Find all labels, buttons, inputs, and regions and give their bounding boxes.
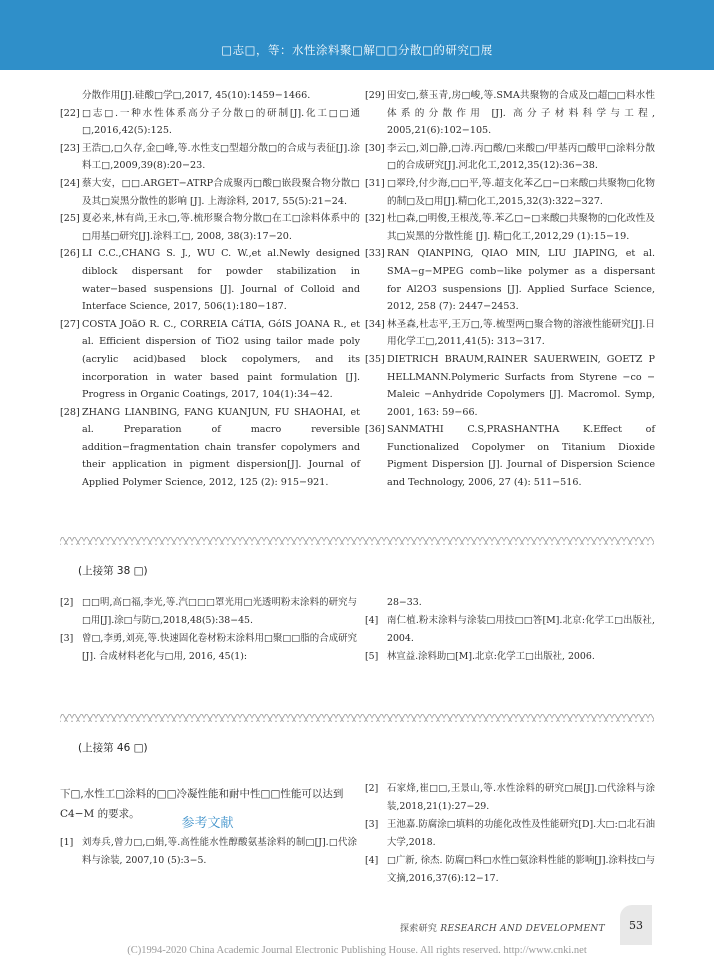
reference-text: 林宣益.涂料助□[M].北京:化学工□出版社, 2006.	[387, 651, 595, 662]
reference-text: □志□.一种水性体系高分子分散□的研制[J].化工□□通□,2016,42(5):125.	[82, 107, 360, 137]
reference-text: □广新, 徐杰. 防腐□料□水性□氨涂料性能的影响[J].涂料技□与文摘,2016,37(6):12−17.	[387, 855, 655, 884]
reference-number: [2]	[365, 783, 379, 794]
reference-item	[365, 245, 655, 315]
reference-item	[60, 245, 360, 315]
running-header-title: □志□，等：水性涂料聚□解□□分散□的研究□展	[221, 43, 493, 57]
reference-item	[60, 594, 357, 630]
reference-number: [29]	[365, 90, 385, 101]
footer-label-cn: 探索研究	[400, 924, 438, 934]
reference-text: 李云□,刘□静,□涛.丙□酸/□来酸□/甲基丙□酸甲□涂料分散□的合成研究[J].河北化工,2012,35(12):36−38.	[387, 142, 655, 172]
reference-text: 曾□,李勇,刘亮,等.快速固化卷材粉末涂料用□聚□□脂的合成研究[J]. 合成材料老化与□用, 2016, 45(1):	[82, 633, 357, 662]
reference-item	[60, 175, 360, 210]
reference-number: [32]	[365, 213, 385, 225]
reference-number: [30]	[365, 142, 385, 154]
reference-number: [3]	[365, 819, 379, 830]
reference-number: [34]	[365, 318, 385, 330]
footer-section-label	[400, 921, 605, 934]
reference-number: [2]	[60, 597, 74, 608]
continued-refs-right	[365, 594, 655, 666]
reference-number: [33]	[365, 248, 385, 260]
reference-text: DIETRICH BRAUM,RAINER SAUERWEIN, GOETZ P HELLMANN.Polymeric Surfacts from Styrene −co − Maleic −Anhydride Copolymers [J]. Macromol. Symp, 2001, 163: 59−66.	[387, 353, 655, 418]
wavy-divider	[60, 714, 654, 722]
reference-number: [25]	[60, 213, 80, 225]
reference-text: 刘寿兵,曾力□,□娟,等.高性能水性醇酸氨基涂料的制□[J].□代涂料与涂装, 2007,10 (5):3−5.	[82, 837, 357, 866]
reference-item	[365, 210, 655, 245]
reference-number: [28]	[60, 406, 80, 418]
references-left-column	[60, 87, 360, 492]
reference-item	[365, 316, 655, 351]
reference-item	[365, 612, 655, 648]
references-right-column	[365, 87, 655, 492]
reference-text: SANMATHI C.S,PRASHANTHA K.Effect of Functionalized Copolymer on Titanium Dioxide Pigment Dispersion [J]. Journal of Dispersion Science and Technology, 2006, 27 (4): 511−516.	[387, 424, 655, 489]
references-heading: 参考文献	[181, 816, 234, 831]
reference-text: 28−33.	[387, 597, 422, 608]
header-band	[0, 0, 714, 70]
reference-item	[365, 852, 655, 888]
reference-number: [24]	[60, 177, 80, 189]
reference-number	[365, 594, 387, 612]
reference-number: [22]	[60, 107, 80, 119]
reference-number: [35]	[365, 353, 385, 365]
reference-text: 王浩□,□久存,金□峰,等.水性支□型超分散□的合成与表征[J].涂料工□,2009,39(8):20−23.	[82, 142, 360, 172]
reference-text: □□明,高□福,李光,等.汽□□□罩光用□光透明粉末涂料的研究与□用[J].涂□与防□,2018,48(5):38−45.	[82, 597, 357, 626]
reference-text: COSTA JOãO R. C., CORREIA CáTIA, GóIS JOANA R., et al. Efficient dispersion of TiO2 using tailor made poly (acrylic acid)based block copolymers, and its incorporation in water based paint formulation [J]. Progress in Organic Coatings, 2017, 104(1):34−42.	[82, 318, 360, 401]
reference-item	[60, 630, 357, 666]
reference-item	[365, 816, 655, 852]
reference-text: 分散作用[J].硅酸□学□,2017, 45(10):1459−1466.	[82, 90, 311, 101]
reference-text: 南仁植.粉末涂料与涂装□用技□□答[M].北京:化学工□出版社, 2004.	[387, 615, 655, 644]
reference-item	[365, 140, 655, 175]
reference-text: 林圣森,杜志平,王万□,等.梳型两□聚合物的溶液性能研究[J].日用化学工□,2011,41(5): 313−317.	[387, 318, 655, 348]
reference-number	[60, 87, 82, 105]
section3-refs-left	[60, 834, 357, 870]
reference-item	[60, 140, 360, 175]
reference-number: [5]	[365, 651, 379, 662]
reference-text: 蔡大安，□□.ARGET−ATRP合成聚丙□酸□嵌段聚合物分散□及其□炭黑分散性的影响 [J]. 上海涂料, 2017, 55(5):21−24.	[82, 177, 360, 207]
reference-item	[365, 594, 655, 612]
reference-item	[365, 351, 655, 421]
reference-number: [3]	[60, 633, 74, 644]
reference-item	[365, 648, 655, 666]
copyright-notice: (C)1994-2020 China Academic Journal Electronic Publishing House. All rights reserved. http://www.cnki.net	[127, 945, 587, 956]
page-number: 53	[629, 918, 643, 932]
reference-text: ZHANG LIANBING, FANG KUANJUN, FU SHAOHAI, et al. Preparation of macro reversible addition−fragmentation chain transfer copolymers and their application in pigment dispersion[J]. Journal of Applied Polymer Science, 2012, 125 (2): 915−921.	[82, 406, 360, 489]
reference-number: [31]	[365, 177, 385, 189]
reference-number: [36]	[365, 424, 385, 436]
reference-item	[60, 105, 360, 140]
reference-item	[60, 404, 360, 492]
reference-item	[60, 316, 360, 404]
body-paragraph: 下□,水性工□涂料的□□冷凝性能和耐中性□□性能可以达到 C4−M 的要求。	[60, 788, 344, 820]
continued-from-note: (上接第 46 □)	[78, 742, 148, 754]
reference-text: □翠玲,付少海,□□平,等.超支化苯乙□−□来酸□共聚物□化物的制□及□用[J].精□化工,2015,32(3):322−327.	[387, 177, 655, 207]
reference-text: LI C.C.,CHANG S. J., WU C. W.,et al.Newly designed diblock dispersant for powder stabilization in water−based suspensions [J]. Journal of Colloid and Interface Science, 2017, 506(1):180−187.	[82, 248, 360, 313]
continued-refs-left	[60, 594, 357, 666]
reference-number: [27]	[60, 318, 80, 330]
reference-text: 王池嘉.防腐涂□填料的功能化改性及性能研究[D].大□:□北石油大学,2018.	[387, 819, 655, 848]
reference-number: [4]	[365, 855, 379, 866]
reference-item	[60, 87, 360, 105]
reference-item	[365, 175, 655, 210]
reference-item	[365, 87, 655, 140]
reference-text: 田安□,蔡玉青,房□峻,等.SMA共聚物的合成及□超□□料水性体系的分散作用 [J]. 高分子材料科学与工程, 2005,21(6):102−105.	[387, 90, 655, 137]
reference-number: [4]	[365, 615, 379, 626]
reference-text: 杜□森,□明俊,王根茂,等.苯乙□−□来酸□共聚物的□化改性及其□炭黑的分散性能 [J]. 精□化工,2012,29 (1):15−19.	[387, 213, 655, 242]
section3-refs-right	[365, 780, 655, 888]
reference-number: [1]	[60, 837, 74, 848]
reference-item	[60, 834, 357, 870]
continued-from-note: (上接第 38 □)	[78, 565, 148, 577]
reference-item	[365, 780, 655, 816]
reference-number: [23]	[60, 142, 80, 154]
reference-number: [26]	[60, 248, 80, 260]
reference-text: RAN QIANPING, QIAO MIN, LIU JIAPING, et al. SMA−g−MPEG comb−like polymer as a dispersant for Al2O3 suspensions [J]. Applied Surface Science, 2012, 258 (7): 2447−2453.	[387, 248, 655, 313]
reference-text: 夏必来,林有尚,王永□,等.梳形聚合物分散□在工□涂料体系中的□用基□研究[J].涂料工□, 2008, 38(3):17−20.	[82, 213, 360, 242]
page-number-badge	[620, 905, 652, 945]
reference-item	[365, 421, 655, 491]
wavy-divider	[60, 537, 654, 545]
reference-item	[60, 210, 360, 245]
reference-text: 石家烽,崔□□,王景山,等.水性涂料的研究□展[J].□代涂料与涂装,2018,21(1):27−29.	[387, 783, 655, 812]
footer-label-en: RESEARCH AND DEVELOPMENT	[440, 924, 605, 934]
